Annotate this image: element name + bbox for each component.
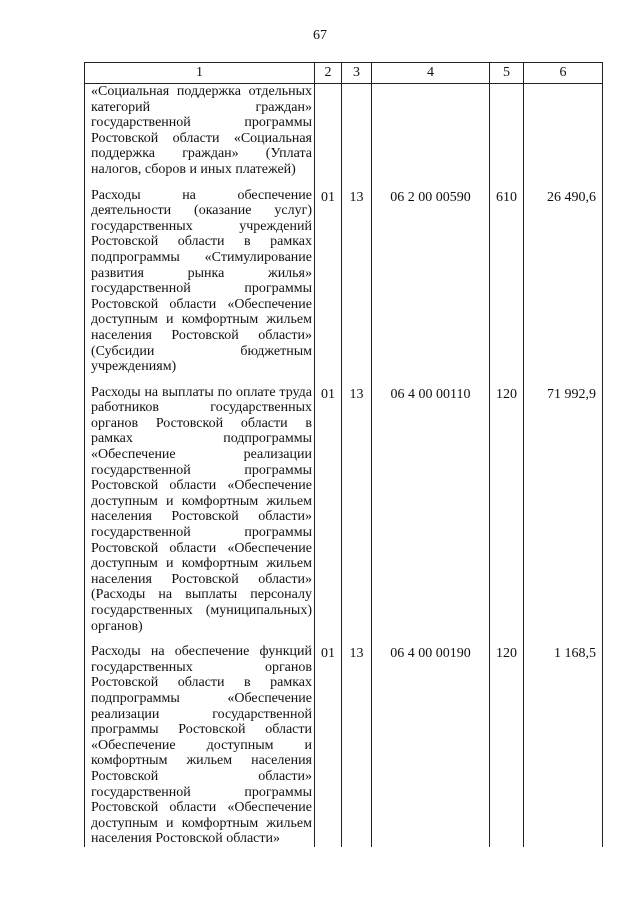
row-spacer [85, 634, 603, 644]
row-description: Расходы на обеспечение деятельности (оказание услуг) государственных учреждений Ростовской области в рамках подпрограммы «Стимулирование развития рынка жилья» государственной программы Ростовской области «Обеспечение доступным и комфортным жильем населения Ростовской области» (Субсидии бюджетным учреждениям) [85, 188, 315, 375]
row-expense-type [490, 84, 524, 178]
table-body [85, 84, 603, 847]
row-section: 01 [315, 644, 342, 847]
row-subsection: 13 [342, 385, 372, 635]
row-expense-type: 120 [490, 644, 524, 847]
row-spacer [85, 375, 603, 385]
row-subsection [342, 84, 372, 178]
header-col-2: 2 [315, 63, 342, 84]
row-target-article [372, 84, 490, 178]
row-expense-type: 610 [490, 188, 524, 375]
row-amount [524, 84, 603, 178]
row-amount: 26 490,6 [524, 188, 603, 375]
row-subsection: 13 [342, 188, 372, 375]
page-number: 67 [313, 28, 327, 43]
row-section: 01 [315, 385, 342, 635]
row-description: Расходы на обеспечение функций государственных органов Ростовской области в рамках подпрограммы «Обеспечение реализации государственной программы Ростовской области «Обеспечение доступным и комфортным жильем населения Ростовской области» государственной программы Ростовской области «Обеспечение доступным и комфортным жильем населения Ростовской области» [85, 644, 315, 847]
row-target-article: 06 4 00 00190 [372, 644, 490, 847]
table-row [85, 188, 603, 375]
budget-table [84, 62, 603, 847]
header-row [85, 63, 603, 84]
table-row [85, 385, 603, 635]
budget-table-container [84, 62, 602, 847]
table-row [85, 84, 603, 178]
row-section [315, 84, 342, 178]
row-target-article: 06 2 00 00590 [372, 188, 490, 375]
header-col-1: 1 [85, 63, 315, 84]
row-section: 01 [315, 188, 342, 375]
row-amount: 71 992,9 [524, 385, 603, 635]
row-description: «Социальная поддержка отдельных категорий граждан» государственной программы Ростовской области «Социальная поддержка граждан» (Уплата налогов, сборов и иных платежей) [85, 84, 315, 178]
row-target-article: 06 4 00 00110 [372, 385, 490, 635]
row-description: Расходы на выплаты по оплате труда работников государственных органов Ростовской области в рамках подпрограммы «Обеспечение реализации государственной программы Ростовской области «Обеспечение доступным и комфортным жильем населения Ростовской области» государственной программы Ростовской области «Обеспечение доступным и комфортным жильем населения Ростовской области» (Расходы на выплаты персоналу государственных (муниципальных) органов) [85, 385, 315, 635]
table-row [85, 644, 603, 847]
row-amount: 1 168,5 [524, 644, 603, 847]
row-expense-type: 120 [490, 385, 524, 635]
row-subsection: 13 [342, 644, 372, 847]
header-col-3: 3 [342, 63, 372, 84]
header-col-4: 4 [372, 63, 490, 84]
header-col-6: 6 [524, 63, 603, 84]
header-col-5: 5 [490, 63, 524, 84]
row-spacer [85, 178, 603, 188]
table-header [85, 63, 603, 84]
